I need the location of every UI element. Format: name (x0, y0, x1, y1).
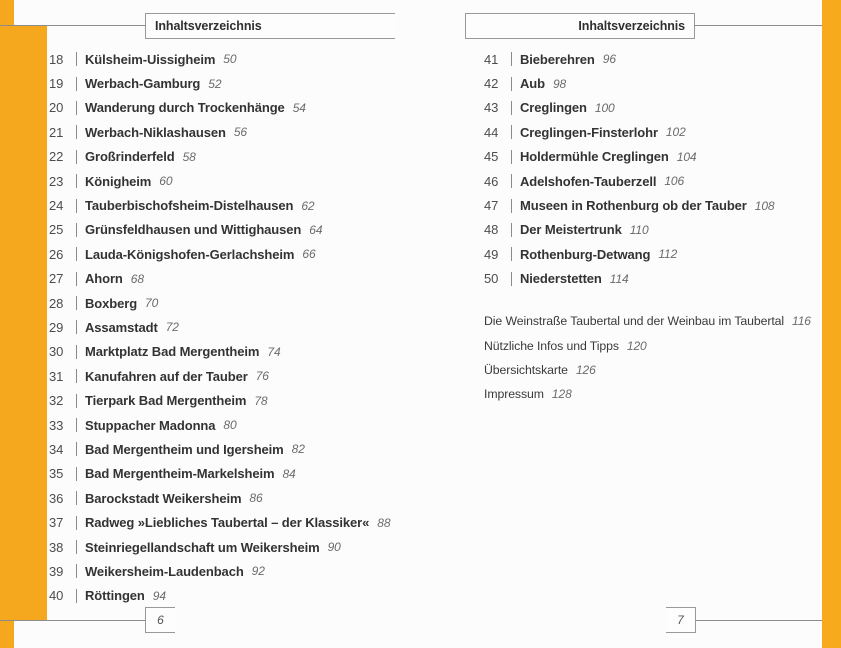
entry-number: 26 (49, 246, 64, 262)
right-page-number: 7 (677, 613, 684, 627)
toc-entry (49, 218, 390, 242)
entry-title: Assamstadt (85, 319, 158, 335)
separator-bar (511, 77, 512, 91)
entry-title: Steinriegellandschaft um Weikersheim (85, 539, 320, 555)
entry-number: 37 (49, 515, 64, 531)
entry-page-number: 68 (130, 271, 144, 286)
entry-page-number: 64 (309, 222, 323, 237)
entry-page-number: 92 (251, 564, 265, 579)
entry-page-number: 108 (754, 198, 775, 213)
entry-page-number: 58 (182, 149, 196, 164)
entry-page-number: 78 (254, 393, 268, 408)
separator-bar (511, 223, 512, 237)
entry-title: Boxberg (85, 295, 138, 311)
toc-entry (484, 71, 775, 95)
entry-number: 50 (484, 271, 499, 287)
entry-title: Rothenburg-Detwang (520, 246, 651, 262)
right-page-header-label: Inhaltsverzeichnis (578, 19, 685, 33)
entry-page-number: 128 (551, 387, 572, 402)
entry-number: 41 (484, 51, 499, 67)
entry-number: 38 (49, 539, 64, 555)
entry-page-number: 114 (609, 271, 629, 286)
toc-entry (49, 340, 390, 364)
entry-number: 27 (49, 271, 64, 287)
entry-page-number: 82 (291, 442, 305, 457)
separator-bar (76, 540, 77, 554)
separator-bar (76, 516, 77, 530)
toc-list-appendix (484, 309, 811, 407)
entry-title: Marktplatz Bad Mergentheim (85, 344, 260, 360)
entry-title: Impressum (484, 387, 544, 402)
entry-number: 39 (49, 563, 64, 579)
entry-page-number: 116 (792, 314, 811, 329)
separator-bar (76, 467, 77, 481)
toc-entry (484, 242, 775, 266)
toc-entry (484, 47, 775, 71)
entry-title: Übersichtskarte (484, 362, 568, 377)
entry-title: Der Meistertrunk (520, 222, 622, 238)
entry-page-number: 126 (575, 362, 596, 377)
entry-title: Aub (520, 76, 545, 92)
separator-bar (76, 247, 77, 261)
entry-page-number: 70 (145, 296, 159, 311)
separator-bar (511, 101, 512, 115)
entry-page-number: 120 (626, 338, 647, 353)
right-page-number-box (666, 607, 696, 633)
entry-title: Werbach-Niklashausen (85, 124, 226, 140)
right-page-header-box (465, 13, 695, 39)
entry-number: 43 (484, 100, 499, 116)
entry-title: Radweg »Liebliches Taubertal – der Klassiker« (85, 515, 370, 531)
entry-title: Grünsfeldhausen und Wittighausen (85, 222, 302, 238)
entry-title: Großrinderfeld (85, 149, 175, 165)
toc-entry (49, 71, 390, 95)
separator-bar (76, 77, 77, 91)
entry-page-number: 110 (629, 222, 649, 237)
header-rule-right (695, 25, 822, 26)
entry-number: 31 (49, 368, 64, 384)
entry-number: 21 (49, 124, 64, 140)
entry-title: Creglingen-Finsterlohr (520, 124, 658, 140)
entry-page-number: 104 (676, 149, 697, 164)
entry-title: Creglingen (520, 100, 587, 116)
entry-number: 24 (49, 198, 64, 214)
entry-title: Ahorn (85, 271, 123, 287)
toc-entry (49, 291, 390, 315)
separator-bar (76, 491, 77, 505)
entry-title: Werbach-Gamburg (85, 76, 201, 92)
separator-bar (76, 345, 77, 359)
separator-bar (76, 564, 77, 578)
entry-number: 30 (49, 344, 64, 360)
separator-bar (76, 589, 77, 603)
entry-page-number: 98 (552, 76, 567, 91)
separator-bar (511, 52, 512, 66)
toc-entry (484, 193, 775, 217)
toc-entry (49, 584, 390, 608)
entry-page-number: 90 (327, 540, 341, 554)
separator-bar (76, 101, 77, 115)
entry-title: Bad Mergentheim-Markelsheim (85, 466, 275, 482)
entry-number: 48 (484, 222, 499, 238)
entry-page-number: 86 (249, 491, 263, 506)
entry-page-number: 54 (292, 100, 306, 115)
entry-page-number: 102 (665, 125, 686, 140)
entry-number: 19 (49, 76, 64, 92)
toc-entry (49, 242, 390, 266)
separator-bar (76, 174, 77, 188)
entry-title: Lauda-Königshofen-Gerlachsheim (85, 246, 295, 262)
left-page-header-label: Inhaltsverzeichnis (155, 19, 262, 33)
separator-bar (76, 199, 77, 213)
entry-title: Adelshofen-Tauberzell (520, 173, 657, 189)
entry-title: Königheim (85, 173, 152, 189)
toc-entry (49, 413, 390, 437)
entry-page-number: 62 (301, 198, 315, 213)
entry-number: 23 (49, 173, 64, 189)
entry-number: 45 (484, 149, 499, 165)
entry-page-number: 94 (152, 588, 166, 603)
footer-rule-left (0, 620, 145, 621)
left-page-number-box (145, 607, 175, 633)
entry-title: Die Weinstraße Taubertal und der Weinbau im Taubertal (484, 314, 785, 329)
separator-bar (76, 125, 77, 139)
entry-title: Holdermühle Creglingen (520, 149, 669, 165)
toc-entry (49, 462, 390, 486)
entry-page-number: 106 (664, 174, 685, 189)
separator-bar (76, 296, 77, 310)
entry-number: 32 (49, 393, 64, 409)
toc-entry (484, 358, 811, 382)
entry-number: 18 (49, 51, 64, 67)
toc-entry (484, 309, 811, 333)
entry-title: Barockstadt Weikersheim (85, 490, 242, 506)
entry-number: 22 (49, 149, 64, 165)
toc-entry (484, 96, 775, 120)
entry-page-number: 52 (208, 76, 222, 91)
entry-title: Weikersheim-Laudenbach (85, 563, 244, 579)
separator-bar (511, 125, 512, 139)
toc-entry (484, 145, 775, 169)
entry-title: Bieberehren (520, 51, 595, 67)
entry-title: Museen in Rothenburg ob der Tauber (520, 198, 747, 214)
entry-number: 34 (49, 441, 64, 457)
entry-page-number: 72 (165, 320, 179, 335)
separator-bar (76, 418, 77, 432)
toc-entry (484, 169, 775, 193)
toc-entry (49, 47, 390, 71)
separator-bar (511, 247, 512, 261)
entry-page-number: 50 (223, 52, 237, 67)
toc-entry (49, 486, 390, 510)
entry-number: 25 (49, 222, 64, 238)
separator-bar (511, 272, 512, 286)
separator-bar (76, 150, 77, 164)
toc-list-left-page (49, 47, 390, 608)
toc-list-right-page (484, 47, 775, 291)
entry-number: 46 (484, 173, 499, 189)
entry-number: 44 (484, 124, 499, 140)
toc-entry (484, 382, 811, 406)
toc-entry (49, 510, 390, 534)
left-page-number: 6 (157, 613, 164, 627)
separator-bar (76, 272, 77, 286)
toc-entry (484, 333, 811, 357)
entry-page-number: 74 (267, 344, 281, 359)
entry-page-number: 66 (302, 247, 316, 262)
right-cover-strip (822, 0, 841, 648)
left-cover-bar (0, 26, 47, 620)
entry-page-number: 100 (594, 100, 615, 115)
entry-title: Niederstetten (520, 271, 602, 287)
separator-bar (76, 320, 77, 334)
toc-entry (49, 559, 390, 583)
toc-entry (49, 96, 390, 120)
toc-entry (49, 364, 390, 388)
entry-number: 40 (49, 588, 64, 604)
toc-entry (49, 315, 390, 339)
entry-number: 35 (49, 466, 64, 482)
toc-entry (49, 388, 390, 412)
toc-entry (484, 120, 775, 144)
entry-number: 42 (484, 76, 499, 92)
header-rule-left (0, 25, 145, 26)
entry-page-number: 112 (658, 247, 678, 262)
entry-number: 49 (484, 246, 499, 262)
left-page-header-box (145, 13, 395, 39)
entry-number: 28 (49, 295, 64, 311)
entry-title: Külsheim-Uissigheim (85, 51, 216, 67)
entry-number: 47 (484, 198, 499, 214)
entry-page-number: 84 (282, 466, 296, 481)
entry-page-number: 96 (602, 52, 616, 67)
separator-bar (76, 223, 77, 237)
entry-title: Röttingen (85, 588, 145, 604)
entry-title: Wanderung durch Trockenhänge (85, 100, 285, 116)
toc-entry (49, 267, 390, 291)
separator-bar (76, 442, 77, 456)
toc-entry (49, 145, 390, 169)
entry-page-number: 60 (159, 174, 173, 189)
toc-entry (49, 535, 390, 559)
separator-bar (511, 150, 512, 164)
entry-number: 20 (49, 100, 64, 116)
entry-title: Tierpark Bad Mergentheim (85, 393, 247, 409)
toc-entry (484, 267, 775, 291)
toc-entry (49, 169, 390, 193)
entry-title: Nützliche Infos und Tipps (484, 338, 619, 353)
entry-page-number: 88 (377, 515, 391, 530)
toc-entry (49, 437, 390, 461)
separator-bar (511, 199, 512, 213)
entry-number: 36 (49, 490, 64, 506)
entry-title: Bad Mergentheim und Igersheim (85, 441, 284, 457)
separator-bar (76, 369, 77, 383)
entry-number: 33 (49, 417, 64, 433)
entry-page-number: 56 (233, 125, 247, 140)
entry-title: Tauberbischofsheim-Distelhausen (85, 198, 294, 214)
toc-entry (484, 218, 775, 242)
entry-number: 29 (49, 319, 64, 335)
entry-page-number: 80 (223, 418, 237, 433)
separator-bar (511, 174, 512, 188)
entry-title: Kanufahren auf der Tauber (85, 368, 248, 384)
separator-bar (76, 394, 77, 408)
separator-bar (76, 52, 77, 66)
entry-page-number: 76 (255, 369, 269, 384)
toc-entry (49, 193, 390, 217)
footer-rule-right (696, 620, 822, 621)
entry-title: Stuppacher Madonna (85, 417, 216, 433)
toc-entry (49, 120, 390, 144)
